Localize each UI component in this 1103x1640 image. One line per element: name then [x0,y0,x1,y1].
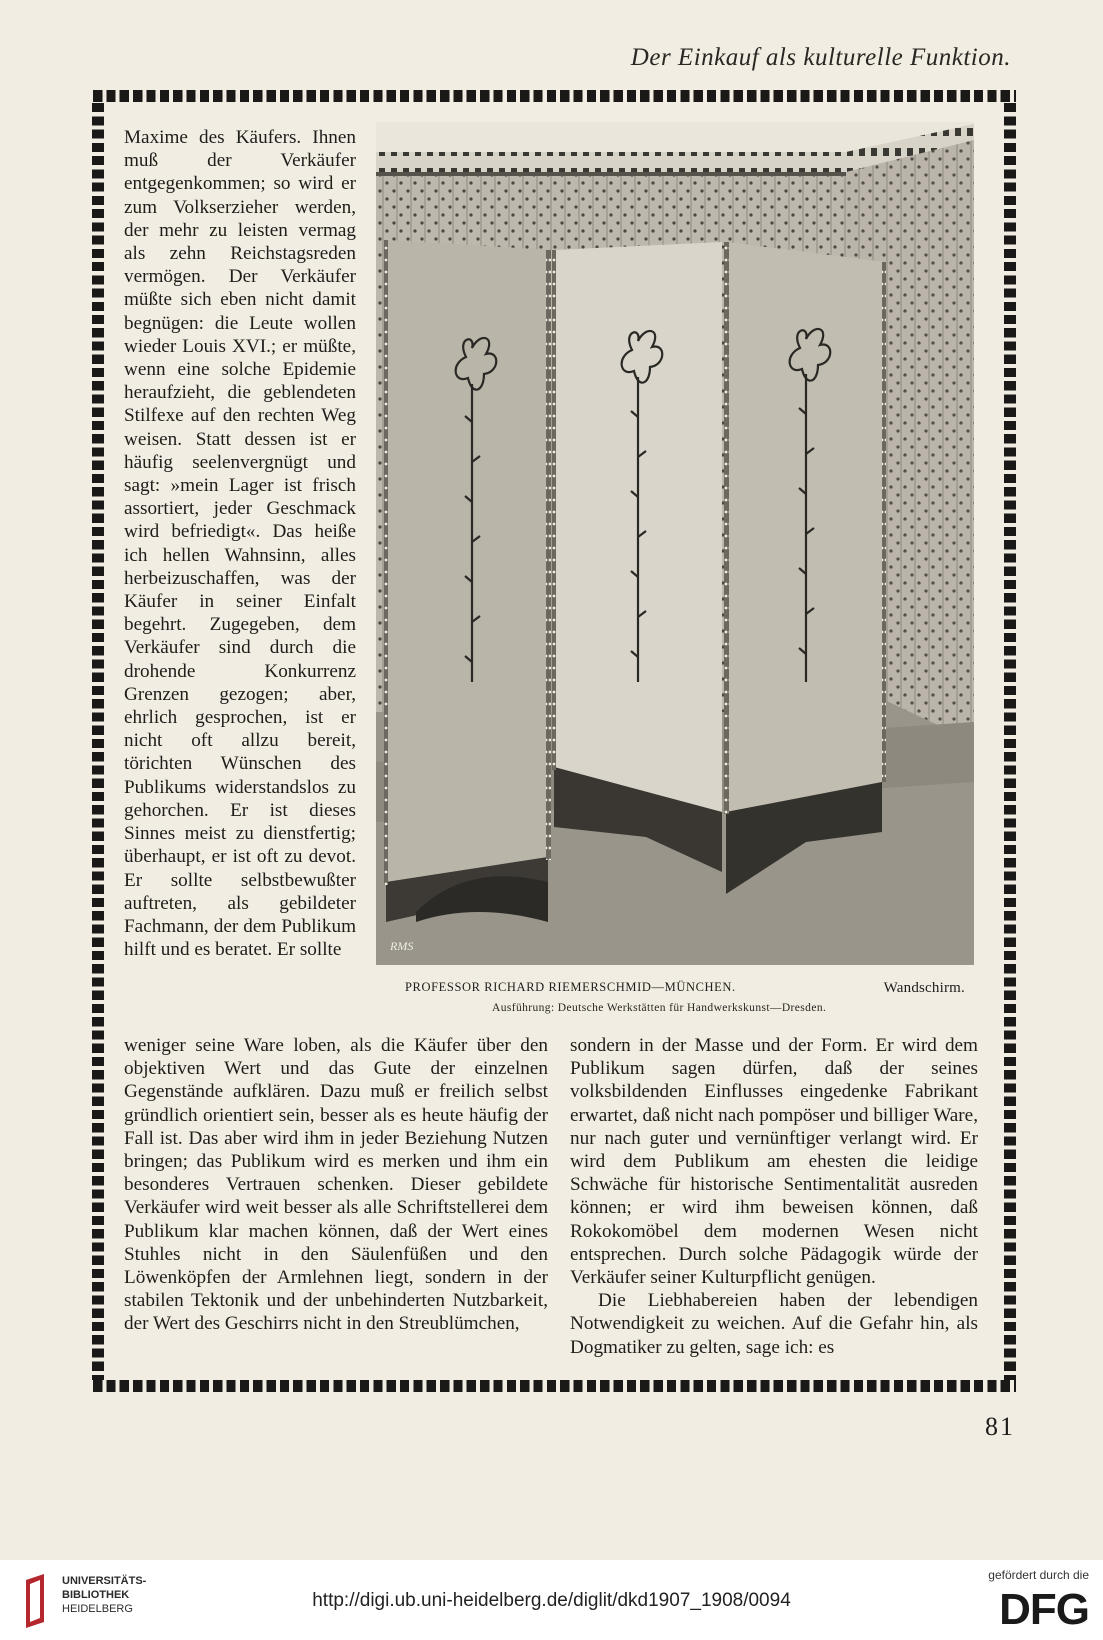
paragraph: Maxime des Käufers. Ihnen muß der Verkäufer entgegenkommen; so wird er zum Volkserzieher werden, der mehr zu leisten vermag als zehn Reichstagsreden vermögen. Der Verkäufer müßte sich eben nicht damit begnügen: die Leute wollen wieder Louis XVI.; er müßte, wenn eine solche Epidemie heraufzieht, die geblendeten Stilfexe auf den rechten Weg weisen. Statt dessen ist er häufig seelenvergnügt und sagt: »mein Lager ist frisch assortiert, jeder Geschmack wird befriedigt«. Das heiße ich hellen Wahnsinn, alles herbeizuschaffen, was der Käufer in seiner Einfalt begehrt. Zugegeben, dem Verkäufer sind durch die drohende Konkurrenz Grenzen gezogen; aber, ehrlich gesprochen, ist er nicht oft allzu bereit, törichten Wünschen des Publikums widerstandslos zu gehorchen. Er ist dieses Sinnes meist zu dienstfertig; überhaupt, er ist oft zu devot. Er sollte selbstbewußter auftreten, als gebildeter Fachmann, der dem Publikum hilft und es beratet. Er sollte [124,127,356,961]
figure-caption [405,980,965,997]
photo-signature: RMS [390,939,414,953]
body-text-left-bottom [124,1034,548,1336]
paragraph: weniger seine Ware loben, als die Käufer über den objektiven Wert und das Gute der einzelnen Gegenstände aufklären. Dazu muß er freilich selbst gründlich orientiert sein, besser als es heute häufig der Fall ist. Das aber wird ihm in jeder Beziehung Nutzen bringen; das Publikum wird es merken und ihm ein besonderes Vertrauen schenken. Dieser gebildete Verkäufer wird weit besser als alle Schriftstellerei dem Publikum klar machen können, daß der Wert eines Stuhles nicht in den Säulenfüßen und den Löwenköpfen der Armlehnen liegt, sondern in der stabilen Tektonik und der unbehinderten Nutzbarkeit, der Wert des Geschirrs nicht in den Streublümchen, [124,1035,548,1335]
university-name: UNIVERSITÄTS- BIBLIOTHEK HEIDELBERG [62,1575,147,1615]
caption-designer: PROFESSOR RICHARD RIEMERSCHMID—MÜNCHEN. [405,980,736,994]
figure-caption-sub: Ausführung: Deutsche Werkstätten für Handwerkskunst—Dresden. [492,1002,827,1014]
running-header: Der Einkauf als kulturelle Funktion. [630,44,1011,71]
source-url[interactable]: http://digi.ub.uni-heidelberg.de/diglit/dkd1907_1908/0094 [312,1590,791,1611]
paragraph: sondern in der Masse und der Form. Er wird dem Publikum sagen dürfen, daß der seines volksbildenden Einflusses eingedenke Fabrikant erwartet, daß nicht nach pompöser und billiger Ware, nur nach guter und vernünftiger verlangt wird. Er wird dem Publikum am ehesten die leidige Schwäche für historische Sentimentalität ausreden können; er wird ihm beweisen können, daß Rokokomöbel dem modernen Wesen nicht entsprechen. Durch solche Pädagogik würde der Verkäufer seiner Kulturpflicht genügen. [570,1035,978,1289]
footer-bar [0,1560,1103,1640]
page-number: 81 [985,1412,1015,1441]
funded-by-label: gefördert durch die [988,1568,1089,1582]
caption-object: Wandschirm. [883,980,965,996]
dfg-logo: DFG [999,1585,1089,1634]
body-text-left-top [124,126,356,961]
paragraph: Die Liebhabereien haben der lebendigen Notwendigkeit zu weichen. Auf die Gefahr hin, als Dogmatiker zu gelten, sage ich: es [570,1290,978,1358]
body-text-right-bottom [570,1034,978,1359]
figure-photo [376,122,974,965]
